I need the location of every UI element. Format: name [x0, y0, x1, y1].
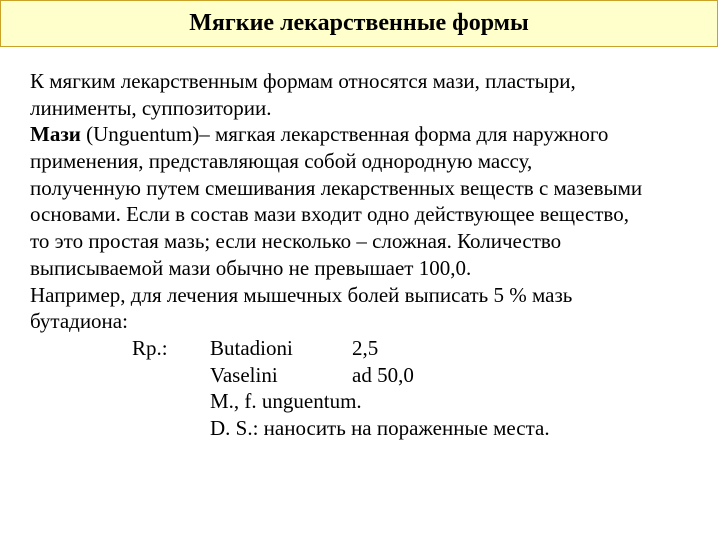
page-title: Мягкие лекарственные формы	[189, 10, 529, 36]
prescription-row-3	[30, 388, 720, 415]
definition-line-1-rest: (Unguentum)– мягкая лекарственная форма для наружного	[80, 122, 609, 147]
prescription-row-1	[30, 335, 720, 362]
definition-line-4: основами. Если в состав мази входит одно действующее вещество,	[30, 202, 629, 227]
ingredient-amount: 2,5	[352, 335, 379, 360]
intro-line-2: линименты, суппозитории.	[30, 95, 272, 120]
ingredient-name: Vaselini	[210, 362, 278, 387]
title-box	[0, 0, 718, 47]
definition-line-6: выписываемой мази обычно не превышает 100,0.	[30, 255, 472, 280]
prescription-row-2	[30, 362, 720, 389]
intro-line-1: К мягким лекарственным формам относятся мази, пластыри,	[30, 69, 576, 93]
definition-line-3: полученную путем смешивания лекарственных веществ с мазевыми	[30, 175, 643, 200]
body-text	[30, 68, 720, 442]
prescription-instruction: M., f. unguentum.	[210, 389, 362, 414]
prescription-instruction: D. S.: наносить на пораженные места.	[210, 415, 550, 440]
definition-line-5: то это простая мазь; если несколько – сложная. Количество	[30, 229, 562, 254]
prescription-row-4	[30, 415, 720, 442]
ingredient-name: Butadioni	[210, 335, 293, 360]
example-line-2: бутадиона:	[30, 309, 128, 334]
example-line-1: Например, для лечения мышечных болей выписать 5 % мазь	[30, 282, 573, 307]
definition-term: Мази	[30, 122, 81, 147]
definition-line-1	[30, 121, 720, 148]
definition-line-2: применения, представляющая собой однородную массу,	[30, 149, 533, 174]
prescription-label: Rp.:	[132, 335, 168, 360]
ingredient-amount: ad 50,0	[352, 362, 414, 387]
